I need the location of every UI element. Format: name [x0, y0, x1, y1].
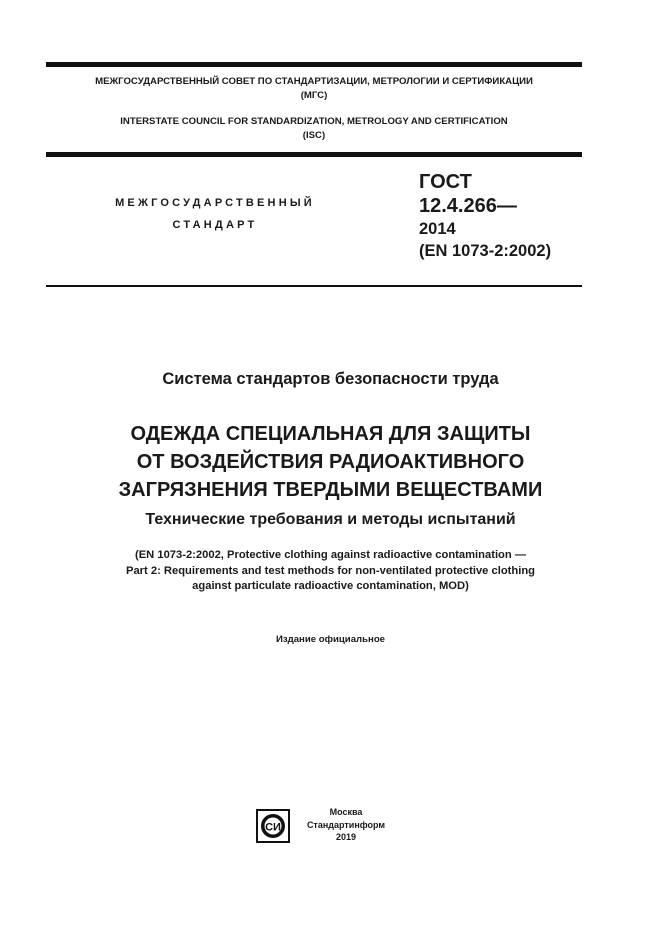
council-ru-line2: (МГС) — [300, 90, 328, 101]
interstate-line1: МЕЖГОСУДАРСТВЕННЫЙ — [115, 197, 315, 209]
gost-label: ГОСТ — [419, 171, 472, 193]
main-title-line1: ОДЕЖДА СПЕЦИАЛЬНАЯ ДЛЯ ЗАЩИТЫ — [130, 423, 531, 445]
en-ref-line2: Part 2: Requirements and test methods for non-ventilated protective clothing — [125, 564, 536, 577]
publisher-year: 2019 — [335, 832, 357, 842]
council-en-line1: INTERSTATE COUNCIL FOR STANDARDIZATION, METROLOGY AND CERTIFICATION — [120, 116, 508, 127]
en-reference — [0, 548, 661, 595]
gost-number: 12.4.266— — [419, 195, 517, 217]
interstate-standard-label — [90, 192, 340, 236]
standartinform-logo-icon — [256, 809, 290, 843]
middle-rule — [46, 152, 582, 157]
main-title — [0, 420, 661, 504]
gost-designation — [419, 170, 551, 262]
subtitle: Технические требования и методы испытаний — [145, 511, 516, 528]
edition-label: Издание официальное — [275, 634, 386, 645]
publisher-block — [300, 806, 392, 844]
logo-text: СИ — [265, 821, 281, 834]
system-title: Система стандартов безопасности труда — [162, 370, 499, 388]
publisher-city: Москва — [329, 807, 363, 817]
bottom-rule — [46, 285, 582, 287]
gost-en-equivalent: (EN 1073-2:2002) — [419, 242, 552, 260]
council-en-line2: (ISC) — [302, 130, 326, 141]
interstate-line2: СТАНДАРТ — [172, 219, 258, 231]
main-title-line3: ЗАГРЯЗНЕНИЯ ТВЕРДЫМИ ВЕЩЕСТВАМИ — [118, 479, 543, 501]
council-name-ru — [46, 75, 582, 103]
main-title-line2: ОТ ВОЗДЕЙСТВИЯ РАДИОАКТИВНОГО — [136, 451, 525, 473]
en-ref-line3: against particulate radioactive contamination, MOD) — [192, 580, 469, 592]
publisher-name: Стандартинформ — [306, 819, 386, 830]
gost-year: 2014 — [419, 220, 456, 238]
top-rule — [46, 62, 582, 67]
council-ru-line1: МЕЖГОСУДАРСТВЕННЫЙ СОВЕТ ПО СТАНДАРТИЗАЦИИ, МЕТРОЛОГИИ И СЕРТИФИКАЦИИ — [95, 76, 533, 87]
council-name-en — [46, 115, 582, 143]
en-ref-line1: (EN 1073-2:2002, Protective clothing against radioactive contamination — — [134, 549, 527, 561]
